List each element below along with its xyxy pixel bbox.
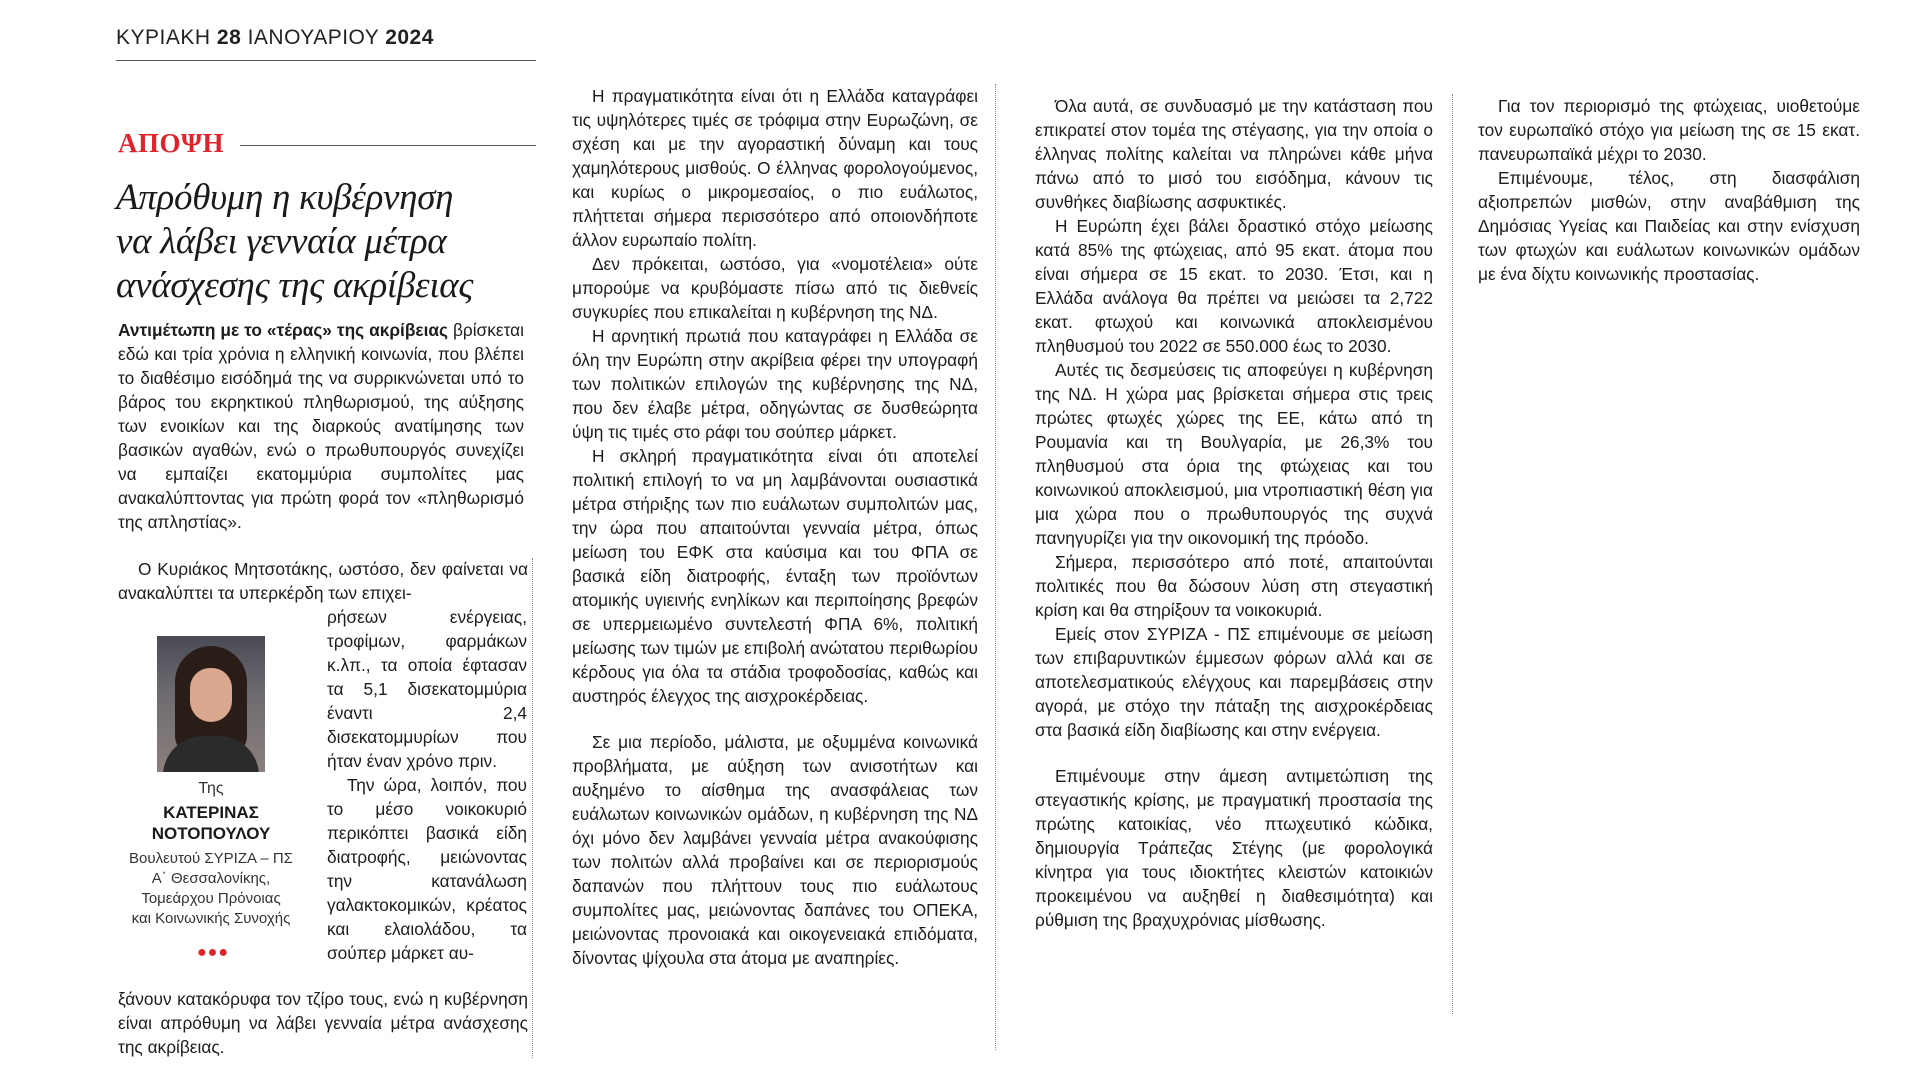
author-name [108, 802, 314, 844]
author-role [104, 849, 318, 929]
dateline-month: ΙΑΝΟΥΑΡΙΟΥ [247, 26, 379, 49]
dateline-year: 2024 [385, 26, 434, 49]
col2-paragraph: Δεν πρόκειται, ωστόσο, για «νομοτέλεια» ούτε μπορούμε να κρυβόμαστε πίσω από τις διεθνείς συγκυρίες που επικαλείται η κυβέρνηση της ΝΔ. [572, 254, 978, 322]
col3-paragraph: Αυτές τις δεσμεύσεις τις αποφεύγει η κυβέρνηση της ΝΔ. Η χώρα μας βρίσκεται σήμερα στις τρεις πρώτες φτωχές χώρες της ΕΕ, κάτω από τη Ρουμανία και τη Βουλγαρία, με 26,3% του πληθυσμού στα όρια της φτώχειας και του κοινωνικού αποκλεισμού, μια ντροπιαστική θέση για μια χώρα που ο πρωθυπουργός της συχνά πανηγυρίζει για την οικονομική της πρόοδο. [1035, 360, 1433, 548]
col1-wrap-p1: ρήσεων ενέργειας, τροφίμων, φαρμάκων κ.λπ., τα οποία έφτασαν τα 5,1 δισεκατομμύρια έναντι 2,4 δισεκατομμυρίων που ήταν έναν χρόνο πριν. [327, 607, 527, 771]
lead-bold: Αντιμέτωπη με το «τέρας» της ακρίβειας [118, 320, 448, 340]
col1-wrap-p2: Την ώρα, λοιπόν, που το μέσο νοικοκυριό περικόπτει βασικά είδη διατροφής, μειώνοντας την κατανάλωση γαλακτοκομικών, κρέατος και ελαιολάδου, τα σούπερ μάρκετ αυ- [327, 775, 527, 963]
author-photo [157, 636, 265, 772]
dateline-day: 28 [216, 26, 242, 49]
lead-paragraph [118, 318, 524, 534]
column-separator-1 [532, 558, 533, 1058]
column-separator-3 [1452, 94, 1453, 1014]
headline [116, 176, 536, 308]
col3-paragraph: Σήμερα, περισσότερο από ποτέ, απαιτούνται πολιτικές που θα δώσουν λύση στη στεγαστική κρίση και θα στηρίξουν τα νοικοκυριά. [1035, 552, 1433, 620]
col3-paragraph: Όλα αυτά, σε συνδυασμό με την κατάσταση που επικρατεί στον τομέα της στέγασης, για την οποία ο έλληνας πολίτης καλείται να πληρώνει κάθε μήνα πάνω από το μισό του εισόδημα, κάνουν τις συνθήκες διαβίωσης ασφυκτικές. [1035, 96, 1433, 212]
col2-paragraph: Η αρνητική πρωτιά που καταγράφει η Ελλάδα σε όλη την Ευρώπη στην ακρίβεια φέρει την υπογραφή των πολιτικών επιλογών της κυβέρνησης της ΝΔ, που δεν έλαβε μέτρα, οδηγώντας σε δυσθεώρητα ύψη τις τιμές στο ράφι του σούπερ μάρκετ. [572, 326, 978, 442]
col1-closing-text: ξάνουν κατακόρυφα τον τζίρο τους, ενώ η κυβέρνηση είναι απρόθυμη να λάβει γενναία μέτρα ανάσχεσης της ακρίβειας. [118, 989, 528, 1057]
column-separator-2 [995, 84, 996, 1050]
author-role-line-3: Τομεάρχου Πρόνοιας [141, 890, 281, 907]
lead-rest: βρίσκεται εδώ και τρία χρόνια η ελληνική κοινωνία, που βλέπει το διαθέσιμο εισόδημά της να συρρικνώνεται υπό το βάρος του εκρηκτικού πληθωρισμού, της αύξησης των ενοικίων και της διαρκούς ανατίμησης των βασικών αγαθών, ενώ ο πρωθυπουργός συνεχίζει να εμπαίζει εκατομμύρια συμπολίτες μας ανακαλύπτοντας για πρώτη φορά τον «πληθωρισμό της απληστίας». [118, 320, 524, 532]
col1-wrap-text [327, 605, 527, 965]
author-name-line-1: ΚΑΤΕΡΙΝΑΣ [163, 803, 259, 822]
section-rule [240, 145, 536, 146]
headline-line-1: Απρόθυμη η κυβέρνηση [116, 177, 454, 218]
col1-intro-text: Ο Κυριάκος Μητσοτάκης, ωστόσο, δεν φαίνεται να ανακαλύπτει τα υπερκέρδη των επιχει- [118, 559, 528, 603]
column-4 [1478, 94, 1860, 286]
col3-paragraph: Η Ευρώπη έχει βάλει δραστικό στόχο μείωσης κατά 85% της φτώχειας, από 95 εκατ. άτομα που είναι σήμερα σε 15 εκατ. το 2030. Έτσι, και η Ελλάδα ανάλογα θα πρέπει να μειώσει τα 2,722 εκατ. φτωχού και κοινωνικά αποκλεισμένου πληθυσμού του 2022 σε 550.000 έως το 2030. [1035, 216, 1433, 356]
col3-paragraph: Επιμένουμε στην άμεση αντιμετώπιση της στεγαστικής κρίσης, με πραγματική προστασία της πρώτης κατοικίας, νέο πτωχευτικό κώδικα, δημιουργία Τράπεζας Στέγης (με φορολογικά κίνητρα για τους ιδιοκτήτες κλειστών κατοικιών προκειμένου να αυξηθεί η διαθεσιμότητα) και ρύθμιση της βραχυχρόνιας μίσθωσης. [1035, 766, 1433, 930]
headline-line-3: ανάσχεσης της ακρίβειας [116, 265, 474, 306]
col2-paragraph: Η σκληρή πραγματικότητα είναι ότι αποτελεί πολιτική επιλογή το να μη λαμβάνονται ουσιαστικά μέτρα στήριξης των πιο ευάλωτων συμπολιτών μας, την ώρα που απαιτούνται γενναία μέτρα, όπως μείωση του ΕΦΚ στα καύσιμα και του ΦΠΑ σε βασικά είδη διατροφής, ένταξη των προϊόντων ατομικής υγιεινής ενηλίκων και περιποίησης βρεφών σε υπερμειωμένο συντελεστή ΦΠΑ 6%, πολιτική μείωσης των τιμών με επιβολή ανώτατου περιθωρίου κέρδους για όλα τα στάδια τροφοδοσίας, καθώς και αυστηρός έλεγχος της αισχροκέρδειας. [572, 446, 978, 706]
author-dots: ●●● [197, 944, 229, 961]
col2-paragraph: Σε μια περίοδο, μάλιστα, με οξυμμένα κοινωνικά προβλήματα, με αύξηση των ανισοτήτων και αυξημένο το αίσθημα της ανασφάλειας των ευάλωτων κοινωνικών ομάδων, η κυβέρνηση της ΝΔ όχι μόνο δεν λαμβάνει γενναία μέτρα ανακούφισης των πολιτών αλλά προβαίνει και σε περιορισμούς δαπανών που πλήττουν τους πιο ευάλωτους συμπολίτες μας, μειώνοντας δαπάνες του ΟΠΕΚΑ, μειώνοντας προνοιακά και οικογενειακά επιδόματα, δίνοντας ψίχουλα στα άτομα με αναπηρίες. [572, 732, 978, 968]
col1-closing [118, 987, 528, 1059]
dateline [116, 26, 536, 61]
section-label: ΑΠΟΨΗ [118, 128, 225, 158]
col3-paragraph: Εμείς στον ΣΥΡΙΖΑ - ΠΣ επιμένουμε σε μείωση των επιβαρυντικών έμμεσων φόρων αλλά και σε αποτελεσματικούς ελέγχους και παρεμβάσεις στην αγορά, με στόχο την πάταξη της αισχροκέρδειας στα βασικά είδη διαβίωσης και στην ενέργεια. [1035, 624, 1433, 740]
author-photo-face [190, 668, 232, 722]
author-name-line-2: ΝΟΤΟΠΟΥΛΟΥ [151, 824, 271, 843]
author-role-line-4: και Κοινωνικής Συνοχής [131, 910, 291, 927]
author-role-line-1: Βουλευτού ΣΥΡΙΖΑ – ΠΣ [129, 850, 293, 867]
dateline-weekday: ΚΥΡΙΑΚΗ [116, 26, 211, 49]
column-3 [1035, 94, 1433, 932]
column-2 [572, 84, 978, 970]
col1-intro [118, 557, 528, 605]
col4-paragraph: Επιμένουμε, τέλος, στη διασφάλιση αξιοπρεπών μισθών, στην αναβάθμιση της Δημόσιας Υγείας και Παιδείας και στην ενίσχυση των φτωχών και ευάλωτων κοινωνικών ομάδων με ένα δίχτυ κοινωνικής προστασίας. [1478, 168, 1860, 284]
headline-line-2: να λάβει γενναία μέτρα [116, 221, 447, 262]
col4-paragraph: Για τον περιορισμό της φτώχειας, υιοθετούμε τον ευρωπαϊκό στόχο για μείωση της σε 15 εκατ. πανευρωπαϊκά μέχρι το 2030. [1478, 96, 1860, 164]
col2-paragraph: Η πραγματικότητα είναι ότι η Ελλάδα καταγράφει τις υψηλότερες τιμές σε τρόφιμα στην Ευρωζώνη, σε σχέση και με την αγοραστική δύναμη και τους χαμηλότερους μισθούς. Ο έλληνας φορολογούμενος, και κυρίως ο μικρομεσαίος, ο πιο ευάλωτος, πλήττεται σήμερα περισσότερο από οποιονδήποτε άλλον ευρωπαίο πολίτη. [572, 86, 978, 250]
lead-text [118, 318, 524, 534]
author-role-line-2: Α΄ Θεσσαλονίκης, [151, 870, 271, 887]
author-by: Της [198, 780, 224, 797]
